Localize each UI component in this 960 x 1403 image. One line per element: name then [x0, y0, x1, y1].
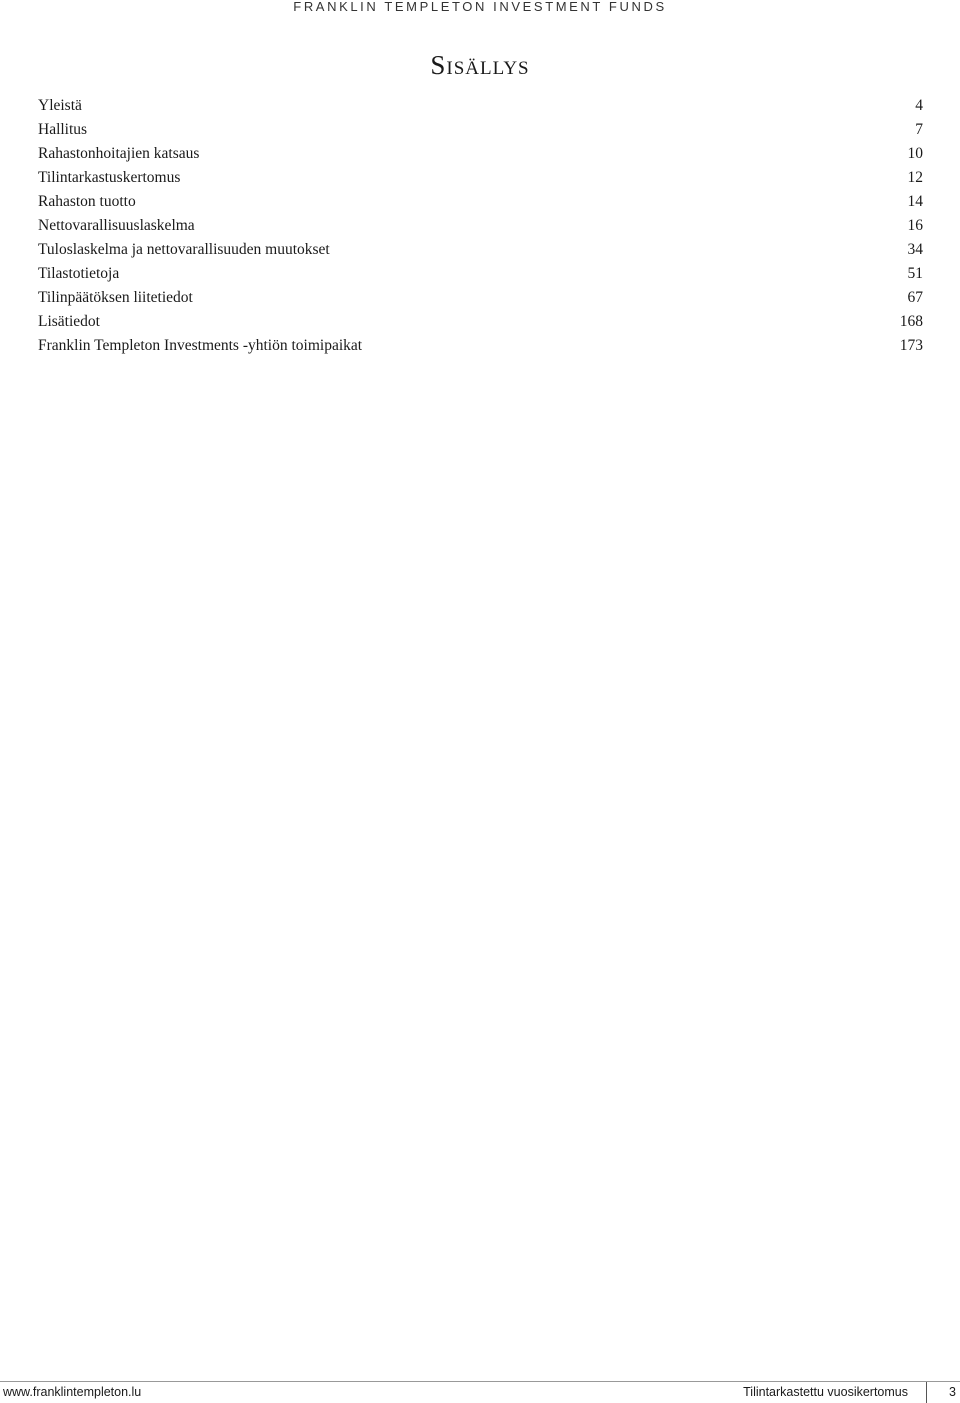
- page-title: Sisällys: [430, 50, 530, 80]
- toc-entry-page: 12: [907, 169, 923, 186]
- toc-entry-page: 173: [899, 337, 923, 354]
- toc-entry[interactable]: [38, 286, 923, 310]
- toc-entry-page: 168: [899, 313, 923, 330]
- toc-entry[interactable]: [38, 190, 923, 214]
- footer-url-link[interactable]: www.franklintempleton.lu: [3, 1385, 142, 1399]
- toc-entry-label: Nettovarallisuuslaskelma: [38, 217, 195, 234]
- toc-entry-label: Lisätiedot: [38, 313, 100, 330]
- page-footer: [0, 1384, 960, 1403]
- toc-entry-page: 51: [907, 265, 923, 282]
- footer-divider: [0, 1381, 960, 1382]
- toc-entry-label: Franklin Templeton Investments -yhtiön toimipaikat: [38, 337, 363, 354]
- toc-entry-label: Rahaston tuotto: [38, 193, 136, 210]
- footer-separator: [926, 1382, 927, 1403]
- toc-entry[interactable]: [38, 262, 923, 286]
- toc-entry[interactable]: [38, 118, 923, 142]
- toc-entry-page: 4: [915, 97, 923, 114]
- toc-entry-label: Tilastotietoja: [38, 265, 120, 282]
- toc-entry[interactable]: [38, 214, 923, 238]
- toc-entry-page: 7: [915, 121, 923, 138]
- toc-entry[interactable]: [38, 334, 923, 358]
- toc-entry-label: Hallitus: [38, 121, 88, 138]
- toc-entry[interactable]: [38, 238, 923, 262]
- table-of-contents: [38, 94, 923, 358]
- toc-entry-label: Rahastonhoitajien katsaus: [38, 145, 200, 162]
- toc-entry-label: Tilintarkastuskertomus: [38, 169, 181, 186]
- footer-page-number: 3: [949, 1385, 956, 1399]
- toc-entry-page: 67: [907, 289, 923, 306]
- footer-document-name: Tilintarkastettu vuosikertomus: [743, 1385, 908, 1399]
- toc-entry-page: 16: [907, 217, 923, 234]
- toc-entry-label: Tilinpäätöksen liitetiedot: [38, 289, 193, 306]
- toc-entry[interactable]: [38, 94, 923, 118]
- toc-entry-label: Yleistä: [38, 97, 82, 114]
- toc-entry-label: Tuloslaskelma ja nettovarallisuuden muutokset: [38, 241, 330, 258]
- toc-entry[interactable]: [38, 142, 923, 166]
- toc-entry-page: 10: [907, 145, 923, 162]
- toc-entry-page: 34: [907, 241, 923, 258]
- running-header: FRANKLIN TEMPLETON INVESTMENT FUNDS: [293, 0, 667, 14]
- toc-entry[interactable]: [38, 166, 923, 190]
- toc-entry-page: 14: [907, 193, 923, 210]
- toc-entry[interactable]: [38, 310, 923, 334]
